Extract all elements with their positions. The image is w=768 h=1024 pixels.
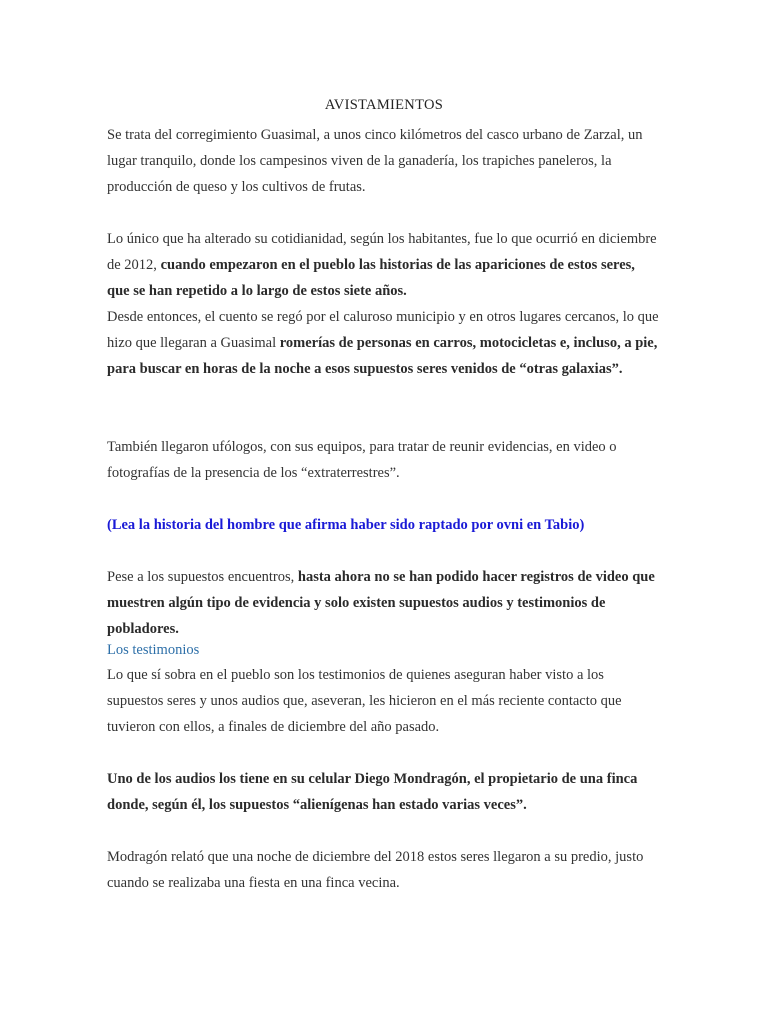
paragraph-alteration-text: Lo único que ha alterado su cotidianidad, según los habitantes, fue lo que ocurrió en diciembre de 2012, <box>107 231 657 273</box>
article-title: AVISTAMIENTOS <box>324 97 444 113</box>
paragraph-since-then-bold: romerías de personas en carros, motocicletas e, incluso, a pie, para buscar en horas de la noche a esos supuestos seres venidos de “otras galaxias”. <box>107 335 658 377</box>
paragraph-intro: Se trata del corregimiento Guasimal, a unos cinco kilómetros del casco urbano de Zarzal, un lugar tranquilo, donde los campesinos viven de la ganadería, los trapiches paneleros, la producción de queso y los cultivos de frutas. <box>107 127 643 195</box>
section-subheading: Los testimonios <box>107 642 200 658</box>
paragraph-mondragon: Modragón relató que una noche de diciembre del 2018 estos seres llegaron a su predio, justo cuando se realizaba una fiesta en una finca vecina. <box>107 849 644 891</box>
paragraph-since-then-text: Desde entonces, el cuento se regó por el caluroso municipio y en otros lugares cercanos, lo que hizo que llegaran a Guasimal <box>107 309 659 351</box>
paragraph-encounters-bold: hasta ahora no se han podido hacer registros de video que muestren algún tipo de evidencia y solo existen supuestos audios y testimonios de pobladores. <box>107 569 655 637</box>
paragraph-ufologists: También llegaron ufólogos, con sus equipos, para tratar de reunir evidencias, en video o fotografías de la presencia de los “extraterrestres”. <box>107 439 617 481</box>
paragraph-testimonies: Lo que sí sobra en el pueblo son los testimonios de quienes aseguran haber visto a los supuestos seres y unos audios que, aseveran, les hicieron en el más reciente contacto que tuvieron con ellos, a finales de diciembre del año pasado. <box>107 667 622 735</box>
paragraph-audio: Uno de los audios los tiene en su celular Diego Mondragón, el propietario de una finca donde, según él, los supuestos “alienígenas han estado varias veces”. <box>107 771 638 813</box>
paragraph-encounters-text: Pese a los supuestos encuentros, <box>107 569 298 585</box>
paragraph-alteration <box>107 226 659 304</box>
paragraph-alteration-bold: cuando empezaron en el pueblo las historias de las apariciones de estos seres, que se han repetido a lo largo de estos siete años. <box>107 257 635 299</box>
related-story-link[interactable]: (Lea la historia del hombre que afirma haber sido raptado por ovni en Tabio) <box>107 517 585 533</box>
paragraph-since-then <box>107 304 659 382</box>
paragraph-encounters <box>107 564 659 642</box>
